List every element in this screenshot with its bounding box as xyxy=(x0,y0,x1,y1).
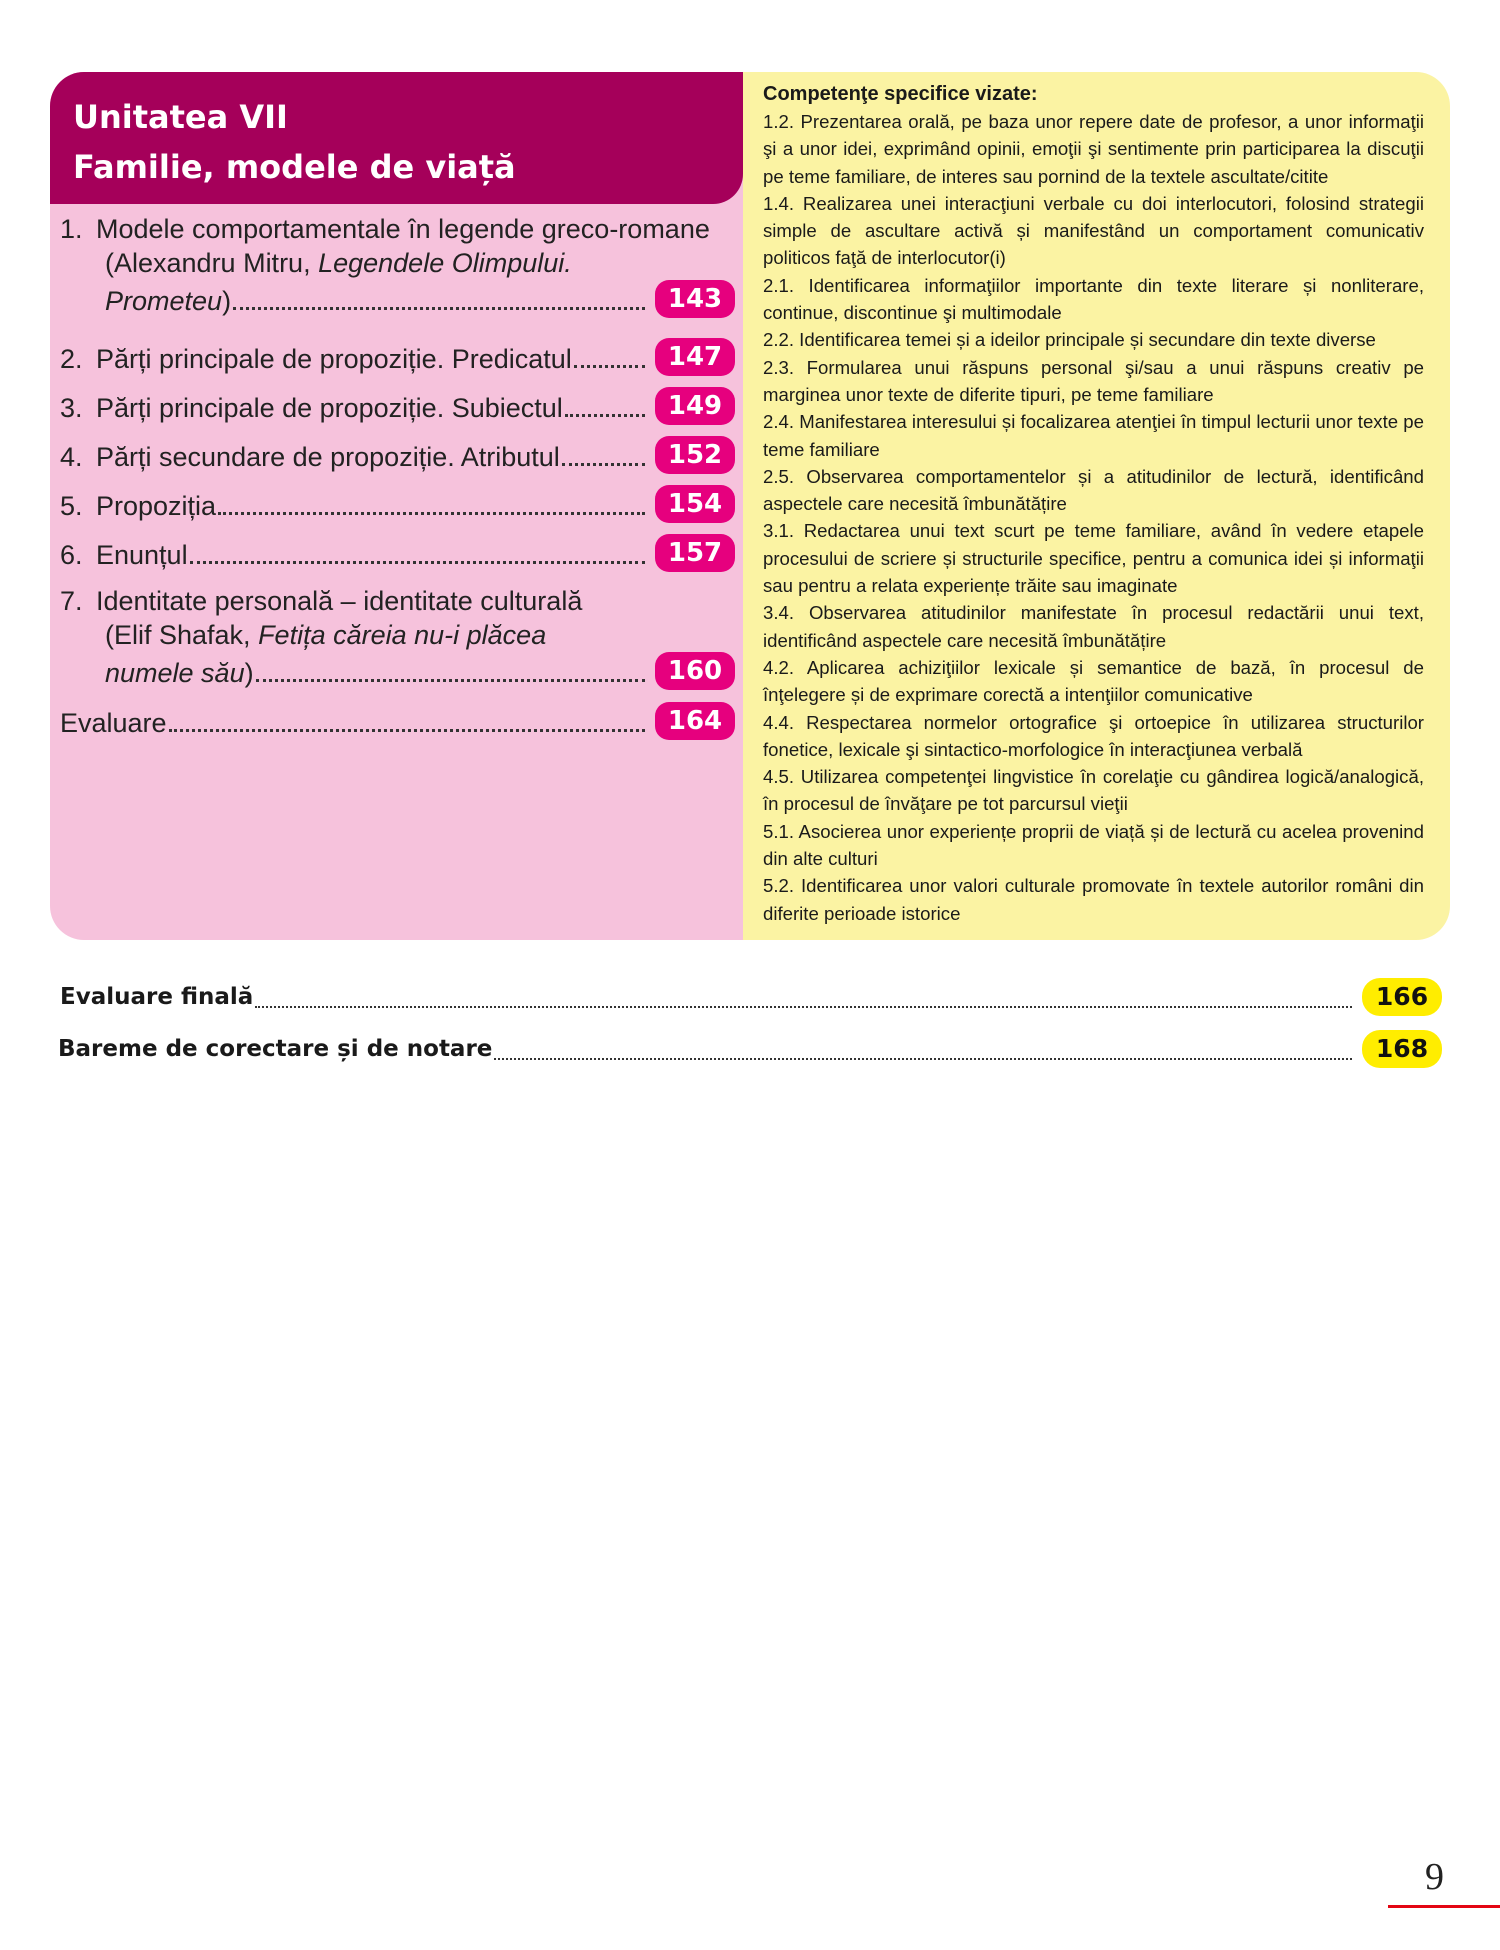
toc-list xyxy=(60,212,735,740)
toc-title: Părți principale de propoziție. Predicatul xyxy=(96,344,572,374)
toc-work-title: numele său xyxy=(105,658,245,688)
competence-item: 5.2. Identificarea unor valori culturale promovate în textele autorilor români din diferite perioade istorice xyxy=(763,875,1424,924)
toc-number: 1. xyxy=(60,214,83,244)
page-badge: 147 xyxy=(655,338,735,376)
competence-item: 2.5. Observarea comportamentelor și a atitudinilor de lectură, identificând aspectele care necesită îmbunătățire xyxy=(763,465,1424,515)
leader-dots xyxy=(256,679,645,682)
competence-item: 3.4. Observarea atitudinilor manifestate în procesul redactării unui text, identificând aspectele care necesită îmbunătățire xyxy=(763,602,1424,651)
leader-dots xyxy=(218,512,645,515)
competence-item: 2.3. Formularea unui răspuns personal şi/sau a unui răspuns creativ pe marginea unor texte de diferite tipuri, pe teme familiare xyxy=(763,356,1424,405)
toc-number: 6. xyxy=(60,540,83,570)
page-badge: 154 xyxy=(655,485,735,523)
final-evaluation-label: Evaluare finală xyxy=(60,984,254,1010)
toc-title: Propoziția xyxy=(96,491,217,521)
toc-title: Identitate personală – identitate culturală xyxy=(96,586,583,616)
competence-item: 4.4. Respectarea normelor ortografice şi ortoepice în utilizarea structurilor fonetice, lexicale şi sintactico-morfologice în interacţiunea verbală xyxy=(763,711,1424,760)
page-number-rule xyxy=(1388,1905,1500,1908)
page-badge: 160 xyxy=(655,652,735,690)
competences-title: Competenţe specifice vizate: xyxy=(763,83,1038,105)
leader-dots xyxy=(562,463,645,466)
toc-number: 7. xyxy=(60,586,83,616)
unit-title: Unitatea VII xyxy=(73,98,288,136)
toc-title-line: (Alexandru Mitru, xyxy=(105,248,319,278)
toc-item-evaluare[interactable] xyxy=(60,702,735,740)
grading-scales-label: Bareme de corectare și de notare xyxy=(58,1036,493,1062)
page-badge: 149 xyxy=(655,387,735,425)
unit-box xyxy=(50,72,1450,940)
toc-title: Părți secundare de propoziție. Atributul xyxy=(96,442,560,472)
toc-title: Evaluare xyxy=(60,708,167,738)
toc-number: 2. xyxy=(60,344,83,374)
leader-dots xyxy=(255,1006,1352,1008)
toc-title-line: ) xyxy=(244,658,254,688)
toc-work-title: Fetița căreia nu-i plăcea xyxy=(258,620,547,650)
toc-work-title: Prometeu xyxy=(105,286,223,316)
toc-item-4[interactable] xyxy=(60,436,735,474)
page-badge: 166 xyxy=(1362,978,1442,1016)
competence-item: 5.1. Asocierea unor experiențe proprii de viață și de lectură cu acelea provenind din alte culturi xyxy=(763,820,1424,870)
unit-header xyxy=(50,72,743,204)
page-number: 9 xyxy=(1425,1856,1444,1898)
toc-item-6[interactable] xyxy=(60,534,735,572)
leader-dots xyxy=(565,414,645,417)
competence-item: 1.2. Prezentarea orală, pe baza unor repere date de profesor, a unor informaţii şi a unor idei, exprimând opinii, emoţii şi sentimente prin participarea la discuţii pe teme familiare, de interes sau pornind de la textele ascultate/citite xyxy=(763,111,1424,187)
toc-item-1[interactable] xyxy=(60,212,735,332)
grading-scales-row[interactable] xyxy=(58,1030,1442,1068)
unit-contents-panel xyxy=(50,72,743,940)
leader-dots xyxy=(233,307,645,310)
competences-panel xyxy=(743,72,1450,940)
toc-title: Modele comportamentale în legende greco-romane xyxy=(96,214,710,244)
page-badge: 152 xyxy=(655,436,735,474)
toc-title-line: ) xyxy=(222,286,232,316)
page-badge: 168 xyxy=(1362,1030,1442,1068)
competence-item: 3.1. Redactarea unui text scurt pe teme familiare, având în vedere etapele procesului de scriere și structurile specifice, pentru a comunica idei și informaţii sau pentru a relata experiențe trăite sau imaginate xyxy=(763,520,1424,597)
competence-item: 4.5. Utilizarea competenţei lingvistice în corelaţie cu gândirea logică/analogică, în procesul de învăţare pe tot parcursul vieţii xyxy=(763,766,1424,815)
leader-dots xyxy=(574,365,645,368)
toc-title: Enunțul xyxy=(96,540,188,570)
toc-number: 4. xyxy=(60,442,83,472)
toc-title: Părți principale de propoziție. Subiectul xyxy=(96,393,563,423)
competence-item: 4.2. Aplicarea achiziţiilor lexicale și semantice de bază, în procesul de înţelegere și de exprimare corectă a intenţiilor comunicative xyxy=(763,656,1424,706)
page-badge: 157 xyxy=(655,534,735,572)
toc-number: 3. xyxy=(60,393,83,423)
leader-dots xyxy=(494,1058,1352,1060)
toc-number: 5. xyxy=(60,491,83,521)
final-evaluation-row[interactable] xyxy=(60,978,1442,1016)
toc-item-3[interactable] xyxy=(60,387,735,425)
competence-item: 2.2. Identificarea temei și a ideilor principale și secundare din texte diverse xyxy=(763,329,1376,351)
competence-item: 2.4. Manifestarea interesului și focalizarea atenţiei în timpul lecturii unor texte pe teme familiare xyxy=(763,411,1424,460)
toc-item-7[interactable] xyxy=(60,584,735,690)
toc-item-2[interactable] xyxy=(60,338,735,376)
leader-dots xyxy=(169,729,645,732)
competence-item: 2.1. Identificarea informaţiilor importante din texte literare și nonliterare, continue, discontinue şi multimodale xyxy=(763,274,1424,324)
page-badge: 143 xyxy=(655,280,735,318)
leader-dots xyxy=(190,561,645,564)
unit-subtitle: Familie, modele de viață xyxy=(73,148,516,186)
competence-item: 1.4. Realizarea unei interacţiuni verbale cu doi interlocutori, folosind strategii simple de ascultare activă și manifestând un comportament comunicativ politicos faţă de interlocutor(i) xyxy=(763,192,1424,269)
toc-item-5[interactable] xyxy=(60,485,735,523)
page-badge: 164 xyxy=(655,702,735,740)
toc-work-title: Legendele Olimpului. xyxy=(318,248,572,278)
toc-title-line: (Elif Shafak, xyxy=(105,620,259,650)
